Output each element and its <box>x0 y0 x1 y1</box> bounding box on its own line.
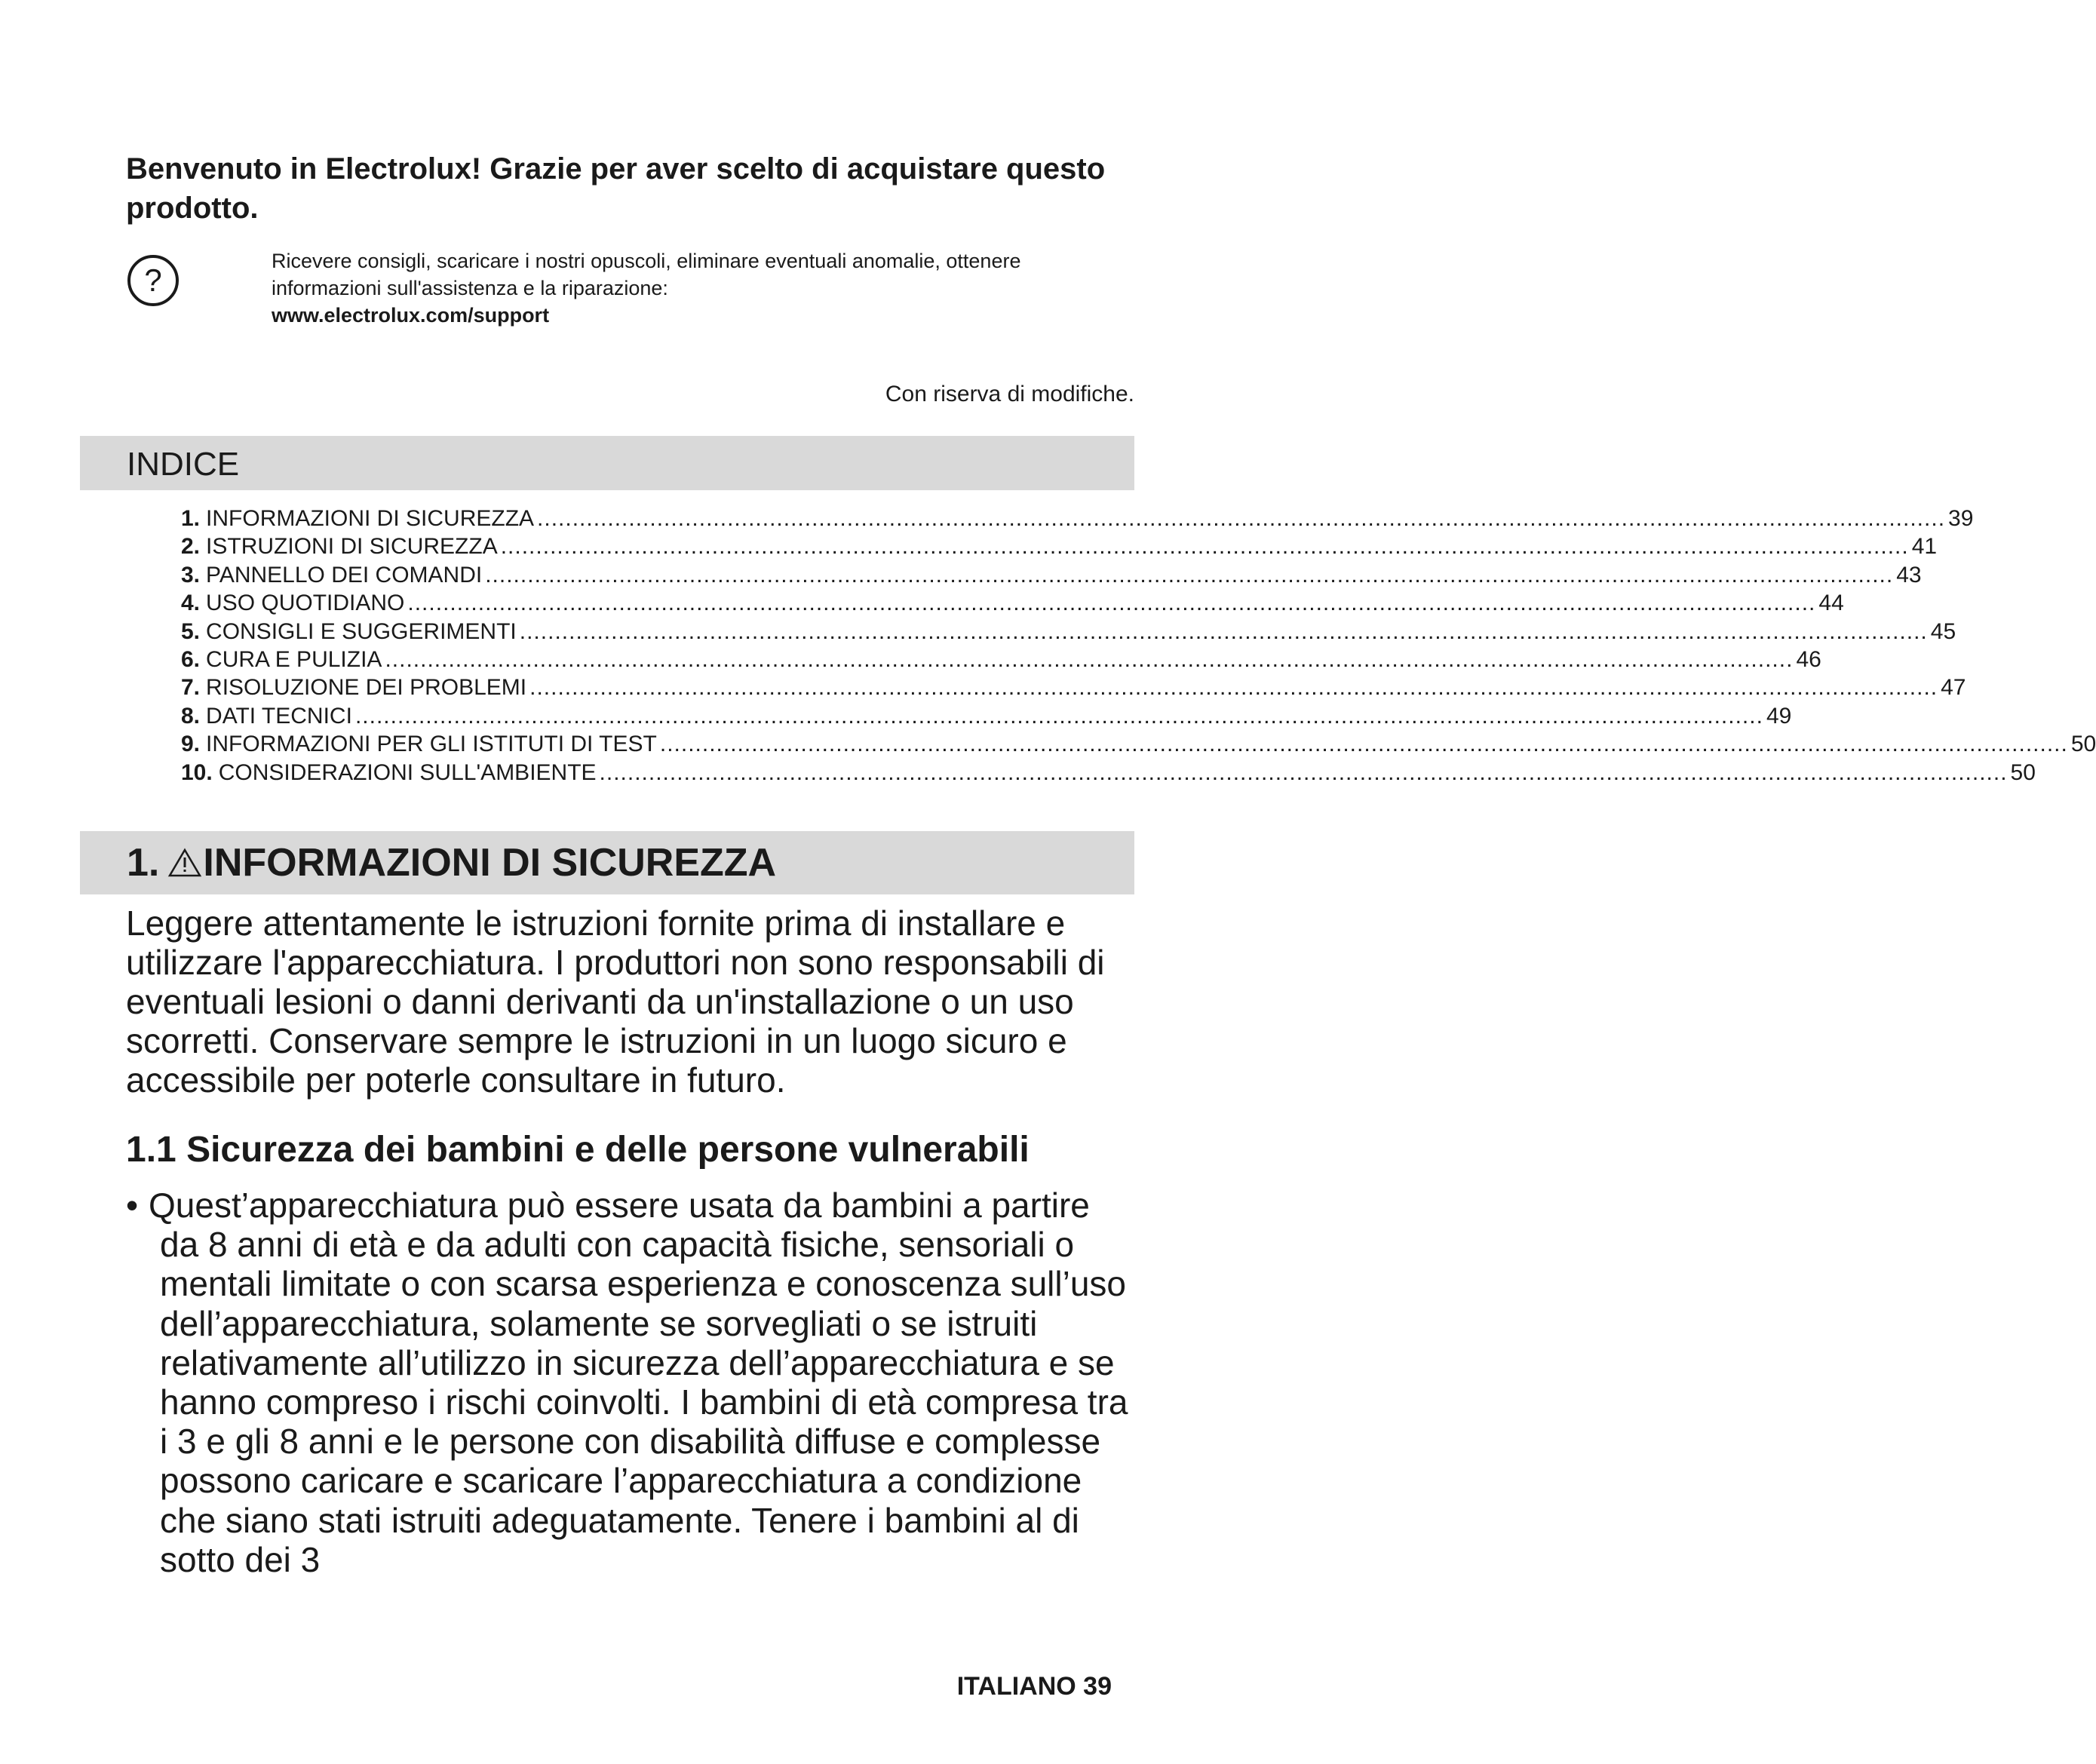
toc-item-number: 8. <box>181 703 201 729</box>
toc-dot-leader: ........................................................................................................................................................................................................ <box>354 703 1763 729</box>
toc-item-number: 9. <box>181 732 201 757</box>
index-header-bar <box>80 436 1134 490</box>
toc-item[interactable] <box>181 589 1844 617</box>
toc-item-number: 10. <box>181 759 213 785</box>
toc-item-label: CONSIGLI E SUGGERIMENTI <box>206 618 517 644</box>
footer-page-number: 39 <box>1083 1672 1112 1701</box>
list-item <box>126 1186 1137 1579</box>
toc-item-label: INFORMAZIONI PER GLI ISTITUTI DI TEST <box>206 732 657 757</box>
toc-item-number: 1. <box>181 506 201 531</box>
toc-item[interactable] <box>181 561 1922 589</box>
toc-item-number: 4. <box>181 591 201 616</box>
toc-item-page: 49 <box>1766 703 1792 729</box>
toc-item[interactable] <box>181 730 2096 758</box>
toc-item-page: 43 <box>1896 562 1922 587</box>
question-circle-icon <box>126 253 180 308</box>
footer-language: ITALIANO <box>956 1672 1076 1701</box>
toc-item-page: 45 <box>1930 618 1956 644</box>
section-number: 1. <box>127 841 160 885</box>
toc-item-number: 3. <box>181 562 201 587</box>
toc-dot-leader: ........................................................................................................................................................................................................ <box>407 591 1816 616</box>
bullet-mark: • <box>126 1186 139 1225</box>
toc-item-page: 39 <box>1948 506 1974 531</box>
toc-item-label: DATI TECNICI <box>206 703 352 729</box>
toc-item-label: ISTRUZIONI DI SICUREZZA <box>206 534 498 560</box>
toc-dot-leader: ........................................................................................................................................................................................................ <box>519 618 1928 644</box>
intro-paragraph: Leggere attentamente le istruzioni fornite prima di installare e utilizzare l'apparecchiatura. I produttori non sono responsabili di eventuali lesioni o danni derivanti da un'installazione o un uso scorretti. Conservare sempre le istruzioni in un luogo sicuro e accessibile per poterle consultare in futuro. <box>126 903 1105 1100</box>
toc-item[interactable] <box>181 618 1956 646</box>
toc-item[interactable] <box>181 759 2036 787</box>
support-url-link[interactable]: www.electrolux.com/support <box>272 304 550 327</box>
toc-item-page: 41 <box>1911 534 1938 560</box>
section-title <box>127 840 776 885</box>
toc-item-label: RISOLUZIONE DEI PROBLEMI <box>206 675 527 701</box>
toc-item[interactable] <box>181 646 1821 673</box>
index-title: INDICE <box>127 446 240 483</box>
toc-item-page: 50 <box>2070 732 2096 757</box>
toc-item-page: 46 <box>1796 646 1821 672</box>
toc-item-label: INFORMAZIONI DI SICUREZZA <box>206 506 535 531</box>
toc-item-page: 44 <box>1818 591 1844 616</box>
toc-dot-leader: ........................................................................................................................................................................................................ <box>385 646 1794 672</box>
toc-item[interactable] <box>181 673 1966 701</box>
toc-dot-leader: ........................................................................................................................................................................................................ <box>500 534 1909 560</box>
section-title-text: INFORMAZIONI DI SICUREZZA <box>203 841 777 885</box>
warning-triangle-icon <box>168 848 201 878</box>
reserve-note: Con riserva di modifiche. <box>885 382 1134 406</box>
toc-item-label: CONSIDERAZIONI SULL'AMBIENTE <box>218 759 597 785</box>
toc-item-label: USO QUOTIDIANO <box>206 591 405 616</box>
toc-item-number: 7. <box>181 675 201 701</box>
bullet-text: Quest’apparecchiatura può essere usata da bambini a partire da 8 anni di età e da adulti con capacità fisiche, sensoriali o mentali limitate o con scarsa esperienza e conoscenza sull’uso dell’apparecchiatura, solamente se sorvegliati o se istruiti relativamente all’utilizzo in sicurezza dell’apparecchiatura e se hanno compreso i rischi coinvolti. I bambini di età compresa tra i 3 e gli 8 anni e le persone con disabilità diffuse e complesse possono caricare e scaricare l’apparecchiatura a condizione che siano stati istruiti adeguatamente. Tenere i bambini al di sotto dei 3 <box>149 1186 1128 1579</box>
toc-dot-leader: ........................................................................................................................................................................................................ <box>599 759 2008 785</box>
toc-item-number: 6. <box>181 646 201 672</box>
toc-item-page: 47 <box>1941 675 1966 701</box>
toc-item[interactable] <box>181 702 1792 730</box>
support-text: Ricevere consigli, scaricare i nostri opuscoli, eliminare eventuali anomalie, ottenere informazioni sull'assistenza e la riparazione: <box>272 250 1021 299</box>
toc-dot-leader: ........................................................................................................................................................................................................ <box>529 675 1938 701</box>
svg-text:?: ? <box>144 262 162 298</box>
toc-dot-leader: ........................................................................................................................................................................................................ <box>659 732 2068 757</box>
subsection-title: 1.1 Sicurezza dei bambini e delle persone vulnerabili <box>126 1130 1030 1170</box>
toc-item-label: CURA E PULIZIA <box>206 646 382 672</box>
welcome-heading: Benvenuto in Electrolux! Grazie per aver scelto di acquistare questo prodotto. <box>126 152 1106 225</box>
support-info <box>272 247 1131 329</box>
toc-item[interactable] <box>181 532 1938 560</box>
toc-item-page: 50 <box>2010 759 2036 785</box>
toc-dot-leader: ........................................................................................................................................................................................................ <box>485 562 1894 587</box>
page-footer <box>957 1671 1112 1701</box>
toc-dot-leader: ........................................................................................................................................................................................................ <box>537 506 1946 531</box>
toc-item-number: 5. <box>181 618 201 644</box>
toc-item-number: 2. <box>181 534 201 560</box>
toc-item[interactable] <box>181 505 1974 532</box>
section-header-bar <box>80 831 1134 894</box>
toc-item-label: PANNELLO DEI COMANDI <box>206 562 483 587</box>
table-of-contents <box>181 505 2096 787</box>
